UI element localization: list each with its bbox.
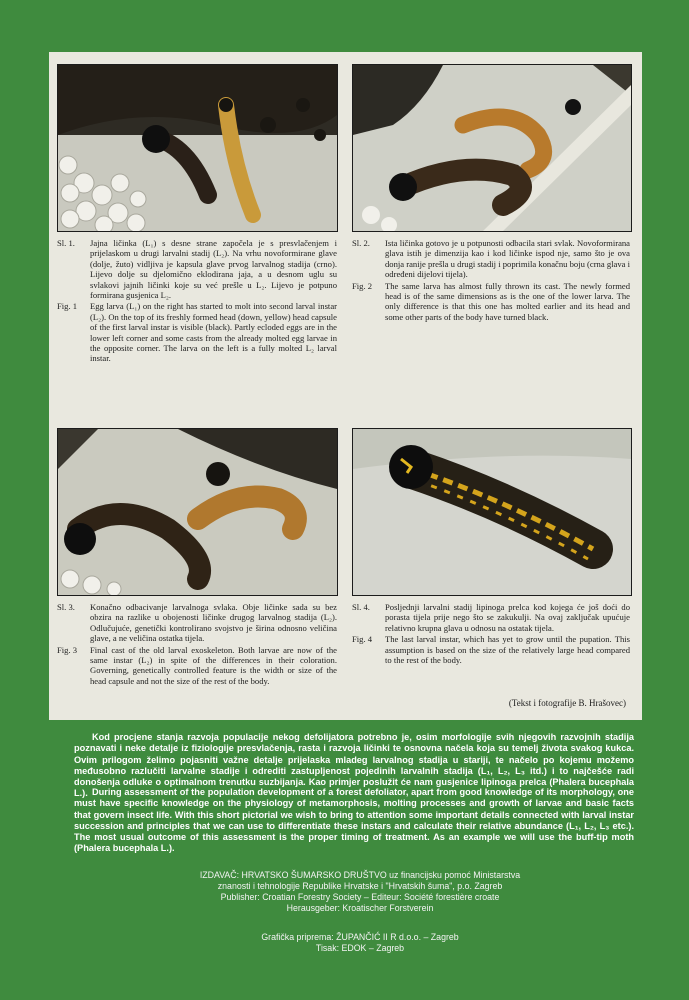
caption-text-en: Egg larva (L₁) on the right has started to molt into second larval instar (L₂). On the top of its freshly formed head (down, yellow) head capsule of the first larval instar is visible (black). Partly ecloded eggs are in the lower left corner and some casts from the already molted egg larvae in the opposite corner. The larva on the left is a fully molted L₂ larval instar. <box>90 301 337 364</box>
caption-text-hr: Ista ličinka gotovo je u potpunosti odbacila stari svlak. Novoformirana glava istih je dimenzija kao i kod ličinke ispod nje, samo što je ova donja ranije prešla u drugi stadij i poprimila konačnu boju (crna glava i određeni dijelovi tijela). <box>385 238 630 280</box>
caption-text-en: The last larval instar, which has yet to grow until the pupation. This assumption is based on the size of the relatively large head compared to the rest of the body. <box>385 634 630 666</box>
caption-text-en: Final cast of the old larval exoskeleton. Both larvae are now of the same instar (L₂) in spite of the differences in their coloration. Governing, genetically controlled feature is the width or size of the head capsule and not the size of the rest of the body. <box>90 644 337 686</box>
publisher-line: znanosti i tehnologije Republike Hrvatske i "Hrvatskih šuma", p.o. Zagreb <box>217 881 503 891</box>
caption-text-hr: Posljednji larvalni stadij lipinoga prelca kod kojega će još doći do porasta tijela prije nego što se zakukulji. Na ovaj zaključak upućuje relativno krupna glava u odnosu na ostatak tijela. <box>385 602 630 633</box>
prepress-line: Grafička priprema: ŽUPANČIĆ II R d.o.o. – Zagreb <box>261 932 459 942</box>
caption-text-en: The same larva has almost fully thrown its cast. The newly formed head is of the same dimensions as is the one of the lower larva. The only difference is that this one has molted earlier and its head and some other parts of the body have turned black. <box>385 280 630 322</box>
caption-label: Fig. 4 <box>352 634 373 645</box>
caption-text-hr: Konačno odbacivanje larvalnoga svlaka. Obje ličinke sada su bez obzira na razlike u obojenosti ličinke drugog larvalnog stadija (L₂). Odlučujuće, genetički kontrolirano svojstvo je širina odnosno veličina glave, a ne veličina ostatka tijela. <box>90 602 337 644</box>
photo-credit: (Tekst i fotografije B. Hrašovec) <box>508 698 626 708</box>
caption-text-hr: Jajna ličinka (L₁) s desne strane započela je s presvlačenjem i prijelaskom u drugi larvalni stadij (L₂). Na vrhu novoformirane glave (dolje, žuto) vidljiva je kapsula glave prvog larvalnog stadija (crno). Lijevo dolje su djelomično eklodirana jaja, a u desnom uglu su svlakovi jajnih ličinki koje su već prešle u L₂. Lijevo je potpuno formirana gusjenica L₂. <box>90 238 337 301</box>
caption-label: Fig. 3 <box>57 644 78 655</box>
printing-block <box>160 932 560 954</box>
caption-fig-2 <box>352 238 630 323</box>
caption-label: Sl. 4. <box>352 602 370 612</box>
caption-label: Fig. 2 <box>352 280 373 291</box>
publisher-line: Herausgeber: Kroatischer Forstverein <box>286 903 434 913</box>
caption-fig-3 <box>57 602 337 687</box>
caption-fig-4 <box>352 602 630 666</box>
figure-panel <box>49 52 642 720</box>
caption-label: Sl. 3. <box>57 602 75 612</box>
intro-croatian: Kod procjene stanja razvoja populacije nekog defolijatora potrebno je, osim morfologije svih njegovih razvojnih stadija poznavati i neke detalje iz fiziologije presvlačenja, rasta i razvoja ličinki te osnovna načela koja su temelj života svakog kukca. Ovim prilogom želimo pojasniti važne detalje prijelaska mladeg larvalnog stadija u stariji, te načelo po kojemu možemo međusobno razlučiti larvalne stadije i odrediti zastupljenost pojedinih larvalnih stadija (L₁, L₂, L₃ itd.) i to najčešće radi donošenja odluke o optimalnom trenutku suzbijanja. Kao primjer poslužit će nam gusjenice lipinoga prelca (Phalera bucephala L.). <box>74 732 634 799</box>
photo-fig-1 <box>57 64 338 232</box>
photo-fig-2 <box>352 64 632 232</box>
printer-line: Tisak: EDOK – Zagreb <box>315 943 405 953</box>
caption-fig-1 <box>57 238 337 365</box>
caption-label: Fig. 1 <box>57 301 78 312</box>
photo-fig-3 <box>57 428 338 596</box>
publisher-block <box>160 870 560 914</box>
intro-english: During assessment of the population development of a forest defoliator, apart from good knowledge of its morphology, one must have specific knowledge on the physiology of metamorphosis, molting processes and growth of larvae and basic facts that govern insect life. With this short pictorial we wish to bring to attention some important details connected with larval instar succession and principles that we can use to differentiate these instars and calculate their relative abundance (L₁, L₂, L₃ etc.). The most usual outcome of this assessment is the proper timing of treatment. As an example we will use the buff-tip moth (Phalera bucephala L.). <box>74 787 634 854</box>
caption-label: Sl. 2. <box>352 238 370 248</box>
publisher-line: Publisher: Croatian Forestry Society – Editeur: Société forestière croate <box>220 892 500 902</box>
photo-fig-4 <box>352 428 632 596</box>
publisher-line: IZDAVAČ: HRVATSKO ŠUMARSKO DRUŠTVO uz financijsku pomoć Ministarstva <box>199 870 521 880</box>
caption-label: Sl. 1. <box>57 238 75 248</box>
